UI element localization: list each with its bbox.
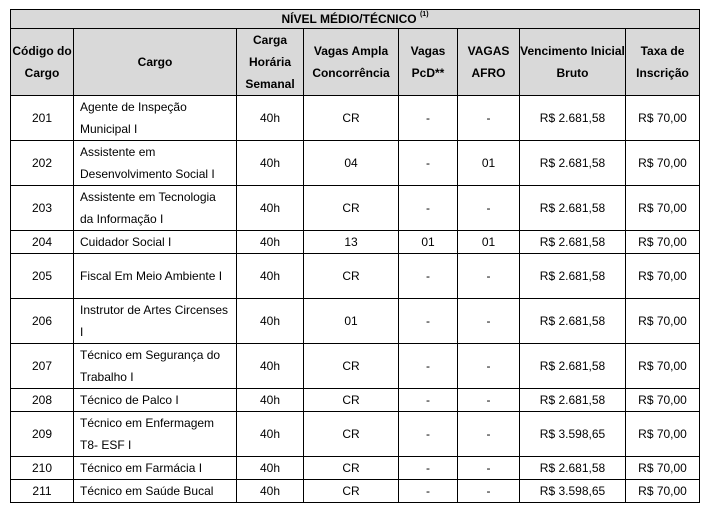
vacancy-table — [10, 9, 700, 503]
cell-taxa: R$ 70,00 — [626, 480, 700, 503]
cell-afro: - — [458, 389, 520, 412]
cell-ampla: CR — [304, 344, 399, 389]
table-row — [11, 299, 700, 344]
cell-carga: 40h — [237, 96, 304, 141]
table-row — [11, 141, 700, 186]
header-taxa: Taxa de Inscrição — [626, 29, 700, 96]
cell-pcd: - — [399, 389, 458, 412]
table-title-text: NÍVEL MÉDIO/TÉCNICO — [281, 12, 417, 26]
cell-pcd: - — [399, 96, 458, 141]
cell-carga: 40h — [237, 457, 304, 480]
cell-codigo: 208 — [11, 389, 74, 412]
cell-afro: 01 — [458, 231, 520, 254]
cell-afro: - — [458, 299, 520, 344]
table-row — [11, 96, 700, 141]
cell-codigo: 206 — [11, 299, 74, 344]
cell-vencimento: R$ 2.681,58 — [520, 389, 626, 412]
cell-ampla: CR — [304, 412, 399, 457]
cell-pcd: 01 — [399, 231, 458, 254]
cell-vencimento: R$ 3.598,65 — [520, 480, 626, 503]
cell-afro: - — [458, 254, 520, 299]
table-title — [11, 10, 700, 29]
cell-vencimento: R$ 2.681,58 — [520, 457, 626, 480]
cell-ampla: CR — [304, 457, 399, 480]
cell-codigo: 201 — [11, 96, 74, 141]
cell-taxa: R$ 70,00 — [626, 186, 700, 231]
cell-vencimento: R$ 2.681,58 — [520, 96, 626, 141]
cell-pcd: - — [399, 344, 458, 389]
cell-cargo: Técnico de Palco I — [74, 389, 237, 412]
cell-codigo: 210 — [11, 457, 74, 480]
cell-cargo: Técnico em Segurança do Trabalho I — [74, 344, 237, 389]
cell-carga: 40h — [237, 389, 304, 412]
cell-taxa: R$ 70,00 — [626, 412, 700, 457]
table-row — [11, 412, 700, 457]
cell-vencimento: R$ 2.681,58 — [520, 141, 626, 186]
cell-vencimento: R$ 2.681,58 — [520, 186, 626, 231]
cell-codigo: 207 — [11, 344, 74, 389]
cell-pcd: - — [399, 299, 458, 344]
cell-cargo: Técnico em Farmácia I — [74, 457, 237, 480]
cell-ampla: CR — [304, 96, 399, 141]
cell-codigo: 211 — [11, 480, 74, 503]
cell-codigo: 203 — [11, 186, 74, 231]
cell-pcd: - — [399, 457, 458, 480]
table-row — [11, 186, 700, 231]
cell-pcd: - — [399, 254, 458, 299]
table-title-row — [11, 10, 700, 29]
cell-pcd: - — [399, 412, 458, 457]
cell-ampla: CR — [304, 254, 399, 299]
cell-cargo: Fiscal Em Meio Ambiente I — [74, 254, 237, 299]
table-row — [11, 457, 700, 480]
cell-vencimento: R$ 2.681,58 — [520, 344, 626, 389]
cell-afro: - — [458, 186, 520, 231]
header-pcd: Vagas PcD** — [399, 29, 458, 96]
cell-carga: 40h — [237, 344, 304, 389]
header-codigo: Código do Cargo — [11, 29, 74, 96]
cell-afro: - — [458, 412, 520, 457]
cell-ampla: CR — [304, 389, 399, 412]
cell-pcd: - — [399, 186, 458, 231]
cell-pcd: - — [399, 141, 458, 186]
cell-cargo: Instrutor de Artes Circenses I — [74, 299, 237, 344]
cell-taxa: R$ 70,00 — [626, 457, 700, 480]
cell-ampla: 01 — [304, 299, 399, 344]
cell-taxa: R$ 70,00 — [626, 254, 700, 299]
cell-vencimento: R$ 2.681,58 — [520, 299, 626, 344]
cell-taxa: R$ 70,00 — [626, 96, 700, 141]
cell-vencimento: R$ 2.681,58 — [520, 254, 626, 299]
cell-cargo: Assistente em Tecnologia da Informação I — [74, 186, 237, 231]
header-ampla: Vagas Ampla Concorrência — [304, 29, 399, 96]
table-row — [11, 231, 700, 254]
cell-vencimento: R$ 3.598,65 — [520, 412, 626, 457]
cell-ampla: 13 — [304, 231, 399, 254]
cell-codigo: 209 — [11, 412, 74, 457]
cell-afro: - — [458, 457, 520, 480]
cell-cargo: Técnico em Saúde Bucal — [74, 480, 237, 503]
cell-afro: - — [458, 344, 520, 389]
cell-carga: 40h — [237, 299, 304, 344]
cell-vencimento: R$ 2.681,58 — [520, 231, 626, 254]
table-row — [11, 254, 700, 299]
table-header-row — [11, 29, 700, 96]
cell-codigo: 205 — [11, 254, 74, 299]
header-cargo: Cargo — [74, 29, 237, 96]
cell-pcd: - — [399, 480, 458, 503]
cell-taxa: R$ 70,00 — [626, 141, 700, 186]
cell-carga: 40h — [237, 480, 304, 503]
cell-carga: 40h — [237, 186, 304, 231]
cell-ampla: CR — [304, 186, 399, 231]
cell-carga: 40h — [237, 412, 304, 457]
header-vencimento: Vencimento Inicial Bruto — [520, 29, 626, 96]
cell-afro: 01 — [458, 141, 520, 186]
header-carga: Carga Horária Semanal — [237, 29, 304, 96]
cell-ampla: 04 — [304, 141, 399, 186]
cell-afro: - — [458, 96, 520, 141]
cell-carga: 40h — [237, 254, 304, 299]
cell-afro: - — [458, 480, 520, 503]
cell-taxa: R$ 70,00 — [626, 299, 700, 344]
cell-cargo: Cuidador Social I — [74, 231, 237, 254]
cell-carga: 40h — [237, 141, 304, 186]
cell-codigo: 204 — [11, 231, 74, 254]
header-afro: VAGAS AFRO — [458, 29, 520, 96]
cell-taxa: R$ 70,00 — [626, 389, 700, 412]
cell-cargo: Assistente em Desenvolvimento Social I — [74, 141, 237, 186]
cell-taxa: R$ 70,00 — [626, 344, 700, 389]
vacancy-table-container — [10, 9, 699, 503]
cell-cargo: Agente de Inspeção Municipal I — [74, 96, 237, 141]
cell-codigo: 202 — [11, 141, 74, 186]
table-row — [11, 389, 700, 412]
cell-taxa: R$ 70,00 — [626, 231, 700, 254]
cell-cargo: Técnico em Enfermagem T8- ESF I — [74, 412, 237, 457]
cell-carga: 40h — [237, 231, 304, 254]
table-title-note: (1) — [419, 11, 429, 18]
cell-ampla: CR — [304, 480, 399, 503]
table-row — [11, 344, 700, 389]
table-row — [11, 480, 700, 503]
